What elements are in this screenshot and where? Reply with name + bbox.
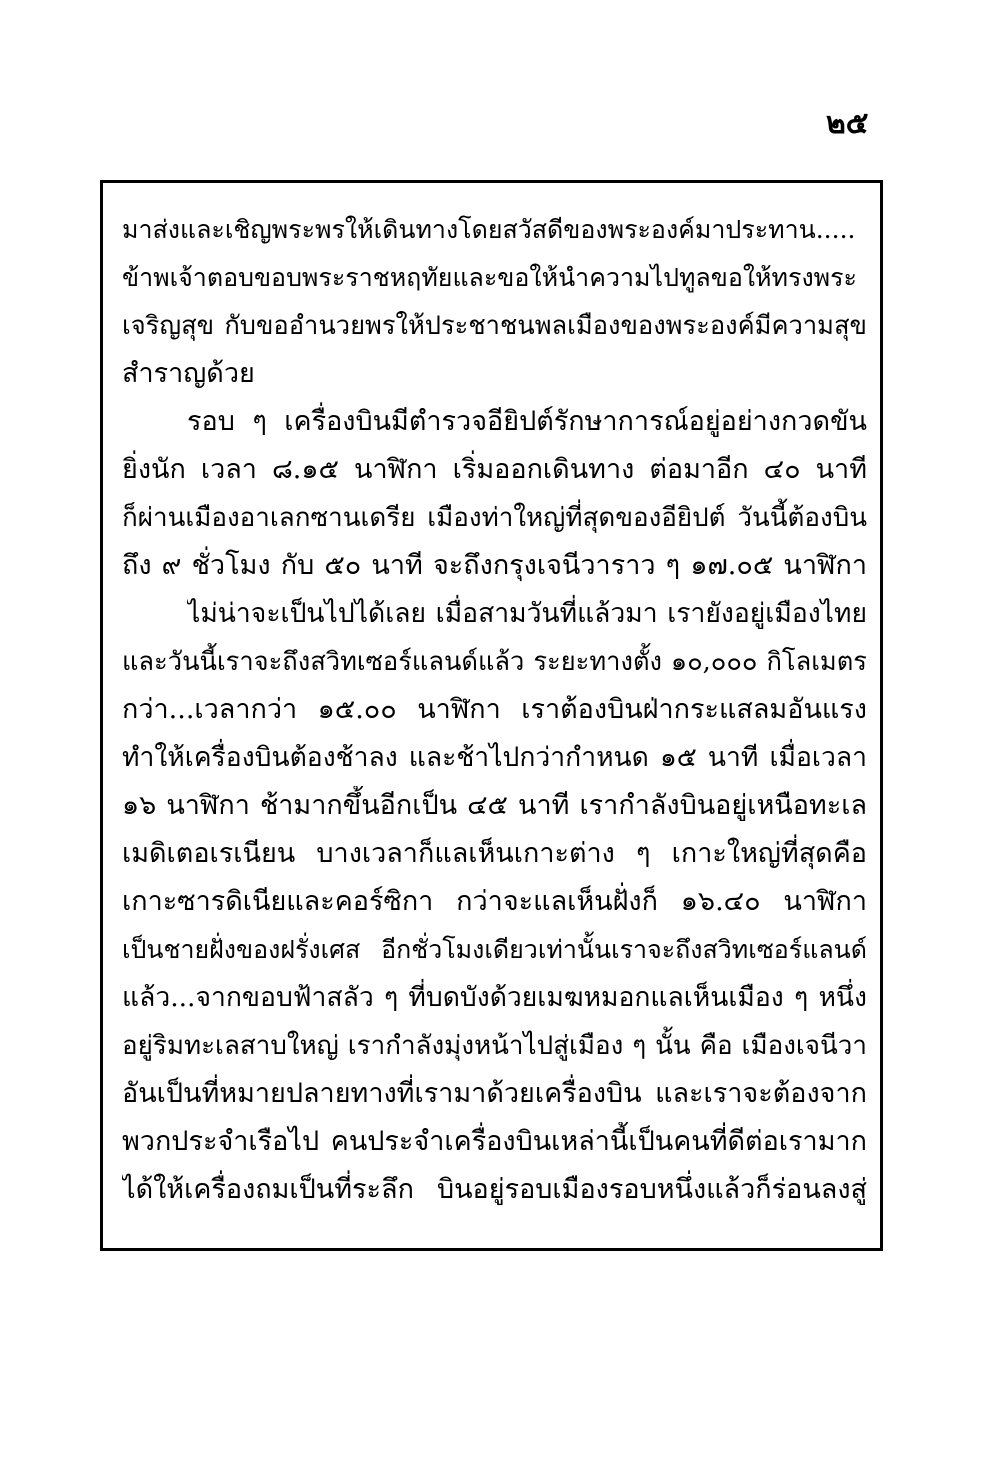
text-line: ๑๖ นาฬิกา ช้ามากขึ้นอีกเป็น ๔๕ นาที เรากำลังบินอยู่เหนือทะเล [122,790,867,821]
text-line: ข้าพเจ้าตอบขอบพระราชหฤทัยและขอให้นำความไปทูลขอให้ทรงพระ [122,263,857,292]
text-line: อันเป็นที่หมายปลายทางที่เรามาด้วยเครื่องบิน และเราจะต้องจาก [122,1078,867,1109]
text-line: มาส่งและเชิญพระพรให้เดินทางโดยสวัสดีของพระองค์มาประทาน..... [122,215,856,244]
text-line: ทำให้เครื่องบินต้องช้าลง และช้าไปกว่ากำหนด ๑๕ นาที เมื่อเวลา [122,742,867,773]
text-line: ก็ผ่านเมืองอาเลกซานเดรีย เมืองท่าใหญ่ที่สุดของอียิปต์ วันนี้ต้องบิน [122,503,867,533]
text-line: ไม่น่าจะเป็นไปได้เลย เมื่อสามวันที่แล้วมา เรายังอยู่เมืองไทย [187,598,867,629]
text-line: เป็นชายฝั่งของฝรั่งเศส อีกชั่วโมงเดียวเท่านั้นเราจะถึงสวิทเซอร์แลนด์ [122,935,867,964]
text-line: รอบ ๆ เครื่องบินมีตำรวจอียิปต์รักษาการณ์อยู่อย่างกวดขัน [187,406,867,437]
text-line: พวกประจำเรือไป คนประจำเครื่องบินเหล่านี้เป็นคนที่ดีต่อเรามาก [122,1126,867,1157]
text-box [100,180,883,1251]
text-line: ยิ่งนัก เวลา ๘.๑๕ นาฬิกา เริ่มออกเดินทาง ต่อมาอีก ๔๐ นาที [122,454,867,485]
text-line: ถึง ๙ ชั่วโมง กับ ๕๐ นาที จะถึงกรุงเจนีวาราว ๆ ๑๗.๐๕ นาฬิกา [122,550,867,581]
text-line: เมดิเตอเรเนียน บางเวลาก็แลเห็นเกาะต่าง ๆ เกาะใหญ่ที่สุดคือ [122,838,867,869]
text-line: เจริญสุข กับขออำนวยพรให้ประชาชนพลเมืองของพระองค์มีความสุข [122,311,867,341]
text-line: แล้ว...จากขอบฟ้าสลัว ๆ ที่บดบังด้วยเมฆหมอกแลเห็นเมือง ๆ หนึ่ง [122,982,867,1013]
text-line: อยู่ริมทะเลสาบใหญ่ เรากำลังมุ่งหน้าไปสู่เมือง ๆ นั้น คือ เมืองเจนีวา [122,1031,867,1061]
text-line: ได้ให้เครื่องถมเป็นที่ระลึก บินอยู่รอบเมืองรอบหนึ่งแล้วก็ร่อนลงสู่ [122,1174,867,1205]
text-line: สำราญด้วย [122,358,255,389]
text-line: กว่า...เวลากว่า ๑๕.๐๐ นาฬิกา เราต้องบินฝ่ากระแสลมอันแรง [122,694,867,725]
page-number: ๒๕ [826,106,869,141]
text-line: เกาะซารดิเนียและคอร์ซิกา กว่าจะแลเห็นฝั่งก็ ๑๖.๔๐ นาฬิกา [122,886,867,917]
text-line: และวันนี้เราจะถึงสวิทเซอร์แลนด์แล้ว ระยะทางตั้ง ๑๐,๐๐๐ กิโลเมตร [122,647,867,677]
